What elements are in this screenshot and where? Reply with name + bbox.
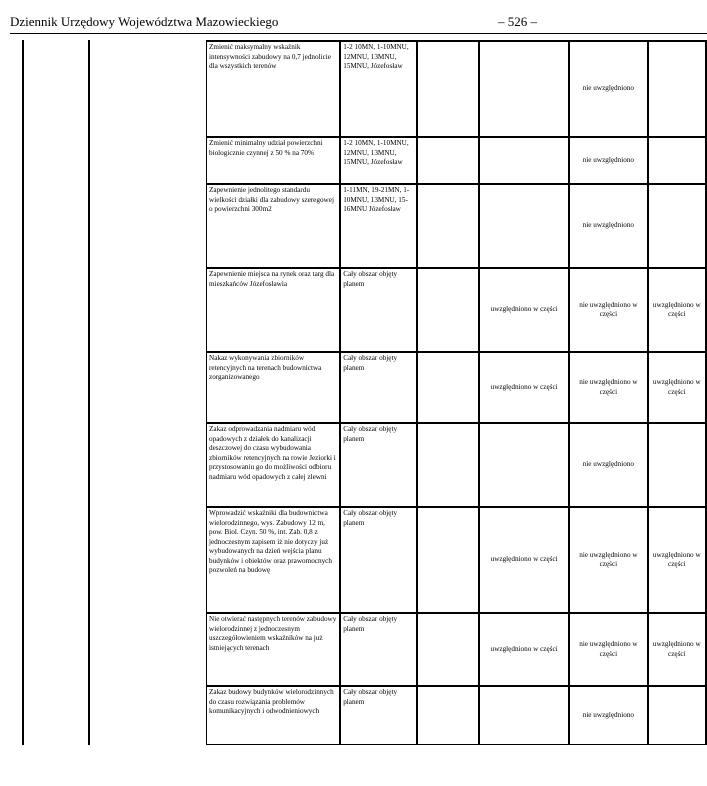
status-cell — [417, 613, 479, 686]
remark-area: 1-2 10MN, 1-10MNU, 12MNU, 13MNU, 15MNU, Józefosław — [340, 137, 417, 184]
status-cell: nie uwzględniono w części — [569, 352, 647, 423]
remark-description: Nie otwierać następnych terenów zabudowy wielorodzinnej z jednoczesnym uszczegółowieniem wskaźników na już istniejących terenach — [207, 613, 341, 686]
remark-area: 1-2 10MN, 1-10MNU, 12MNU, 13MNU, 15MNU, Józefosław — [340, 41, 417, 137]
status-cell — [648, 184, 706, 268]
status-cell — [417, 184, 479, 268]
status-cell: uwzględniono w części — [479, 507, 569, 613]
status-cell — [648, 686, 706, 744]
table-row — [207, 613, 707, 686]
status-cell — [479, 686, 569, 744]
status-cell: uwzględniono w części — [648, 613, 706, 686]
status-cell: uwzględniono w części — [648, 352, 706, 423]
remark-description: Zakaz budowy budynków wielorodzinnych do czasu rozwiązania problemów komunikacyjnych i odwodnieniowych — [207, 686, 341, 744]
status-cell: nie uwzględniono — [569, 184, 647, 268]
remark-area: Cały obszar objęty planem — [340, 507, 417, 613]
status-cell — [417, 423, 479, 507]
status-cell: nie uwzględniono — [569, 686, 647, 744]
journal-title: Dziennik Urzędowy Województwa Mazowieckiego — [10, 14, 279, 29]
table-row — [207, 352, 707, 423]
status-cell — [417, 686, 479, 744]
status-cell: uwzględniono w części — [479, 352, 569, 423]
remark-description: Wprowadzić wskaźniki dla budownictwa wielorodzinnego, wys. Zabudowy 12 m, pow. Biol. Czyn. 50 %, int. Zab. 0,8 z jednoczesnym zapisem iż nie dotyczy już wybudowanych na dzień wejścia planu budynków i obiektów oraz prawomocnych pozwoleń na budowę — [207, 507, 341, 613]
table-row — [207, 507, 707, 613]
status-cell — [479, 137, 569, 184]
status-cell — [417, 137, 479, 184]
remark-area: Cały obszar objęty planem — [340, 686, 417, 744]
remark-area: Cały obszar objęty planem — [340, 352, 417, 423]
status-cell: nie uwzględniono — [569, 41, 647, 137]
status-cell — [417, 41, 479, 137]
remark-description: Zmienić minimalny udział powierzchni biologicznie czynnej z 50 % na 70% — [207, 137, 341, 184]
remark-description: Zakaz odprowadzania nadmiaru wód opadowych z działek do kanalizacji deszczowej do czasu wybudowania zbiorników retencyjnych na rowie Jeziorki i przystosowaniu go do możliwości odbioru nadmiaru wód opadowych z całej zlewni — [207, 423, 341, 507]
table-row — [207, 41, 707, 137]
remark-description: Zapewnienie jednolitego standardu wielkości działki dla zabudowy szeregowej o powierzchni 300m2 — [207, 184, 341, 268]
remarks-table — [206, 40, 707, 745]
status-cell — [648, 41, 706, 137]
status-cell — [479, 41, 569, 137]
status-cell: nie uwzględniono w części — [569, 268, 647, 352]
left-column-border — [22, 40, 24, 745]
remark-description: Zmienić maksymalny wskaźnik intensywności zabudowy na 0,7 jednolicie dla wszystkich terenów — [207, 41, 341, 137]
remark-area: 1-11MN, 19-21MN, 1-10MNU, 13MNU, 15-16MNU Józefosław — [340, 184, 417, 268]
table-row — [207, 423, 707, 507]
remark-area: Cały obszar objęty planem — [340, 613, 417, 686]
status-cell — [417, 268, 479, 352]
status-cell — [479, 184, 569, 268]
status-cell — [479, 423, 569, 507]
status-cell: uwzględniono w części — [479, 268, 569, 352]
status-cell — [648, 137, 706, 184]
table-row — [207, 184, 707, 268]
status-cell — [648, 423, 706, 507]
status-cell: nie uwzględniono — [569, 423, 647, 507]
table-row — [207, 137, 707, 184]
status-cell — [417, 352, 479, 423]
status-cell — [417, 507, 479, 613]
remark-area: Cały obszar objęty planem — [340, 268, 417, 352]
status-cell: nie uwzględniono w części — [569, 507, 647, 613]
page-number: – 526 – — [498, 14, 537, 29]
second-column-border — [88, 40, 90, 745]
status-cell: uwzględniono w części — [648, 507, 706, 613]
status-cell: uwzględniono w części — [648, 268, 706, 352]
table-row — [207, 686, 707, 744]
remark-description: Zapewnienie miejsca na rynek oraz targ dla mieszkańców Józefosławia — [207, 268, 341, 352]
status-cell: nie uwzględniono w części — [569, 613, 647, 686]
remark-description: Nakaz wykonywania zbiorników retencyjnych na terenach budownictwa zorganizowanego — [207, 352, 341, 423]
table-row — [207, 268, 707, 352]
header-rule — [10, 33, 707, 34]
remark-area: Cały obszar objęty planem — [340, 423, 417, 507]
status-cell: nie uwzględniono — [569, 137, 647, 184]
status-cell: uwzględniono w części — [479, 613, 569, 686]
